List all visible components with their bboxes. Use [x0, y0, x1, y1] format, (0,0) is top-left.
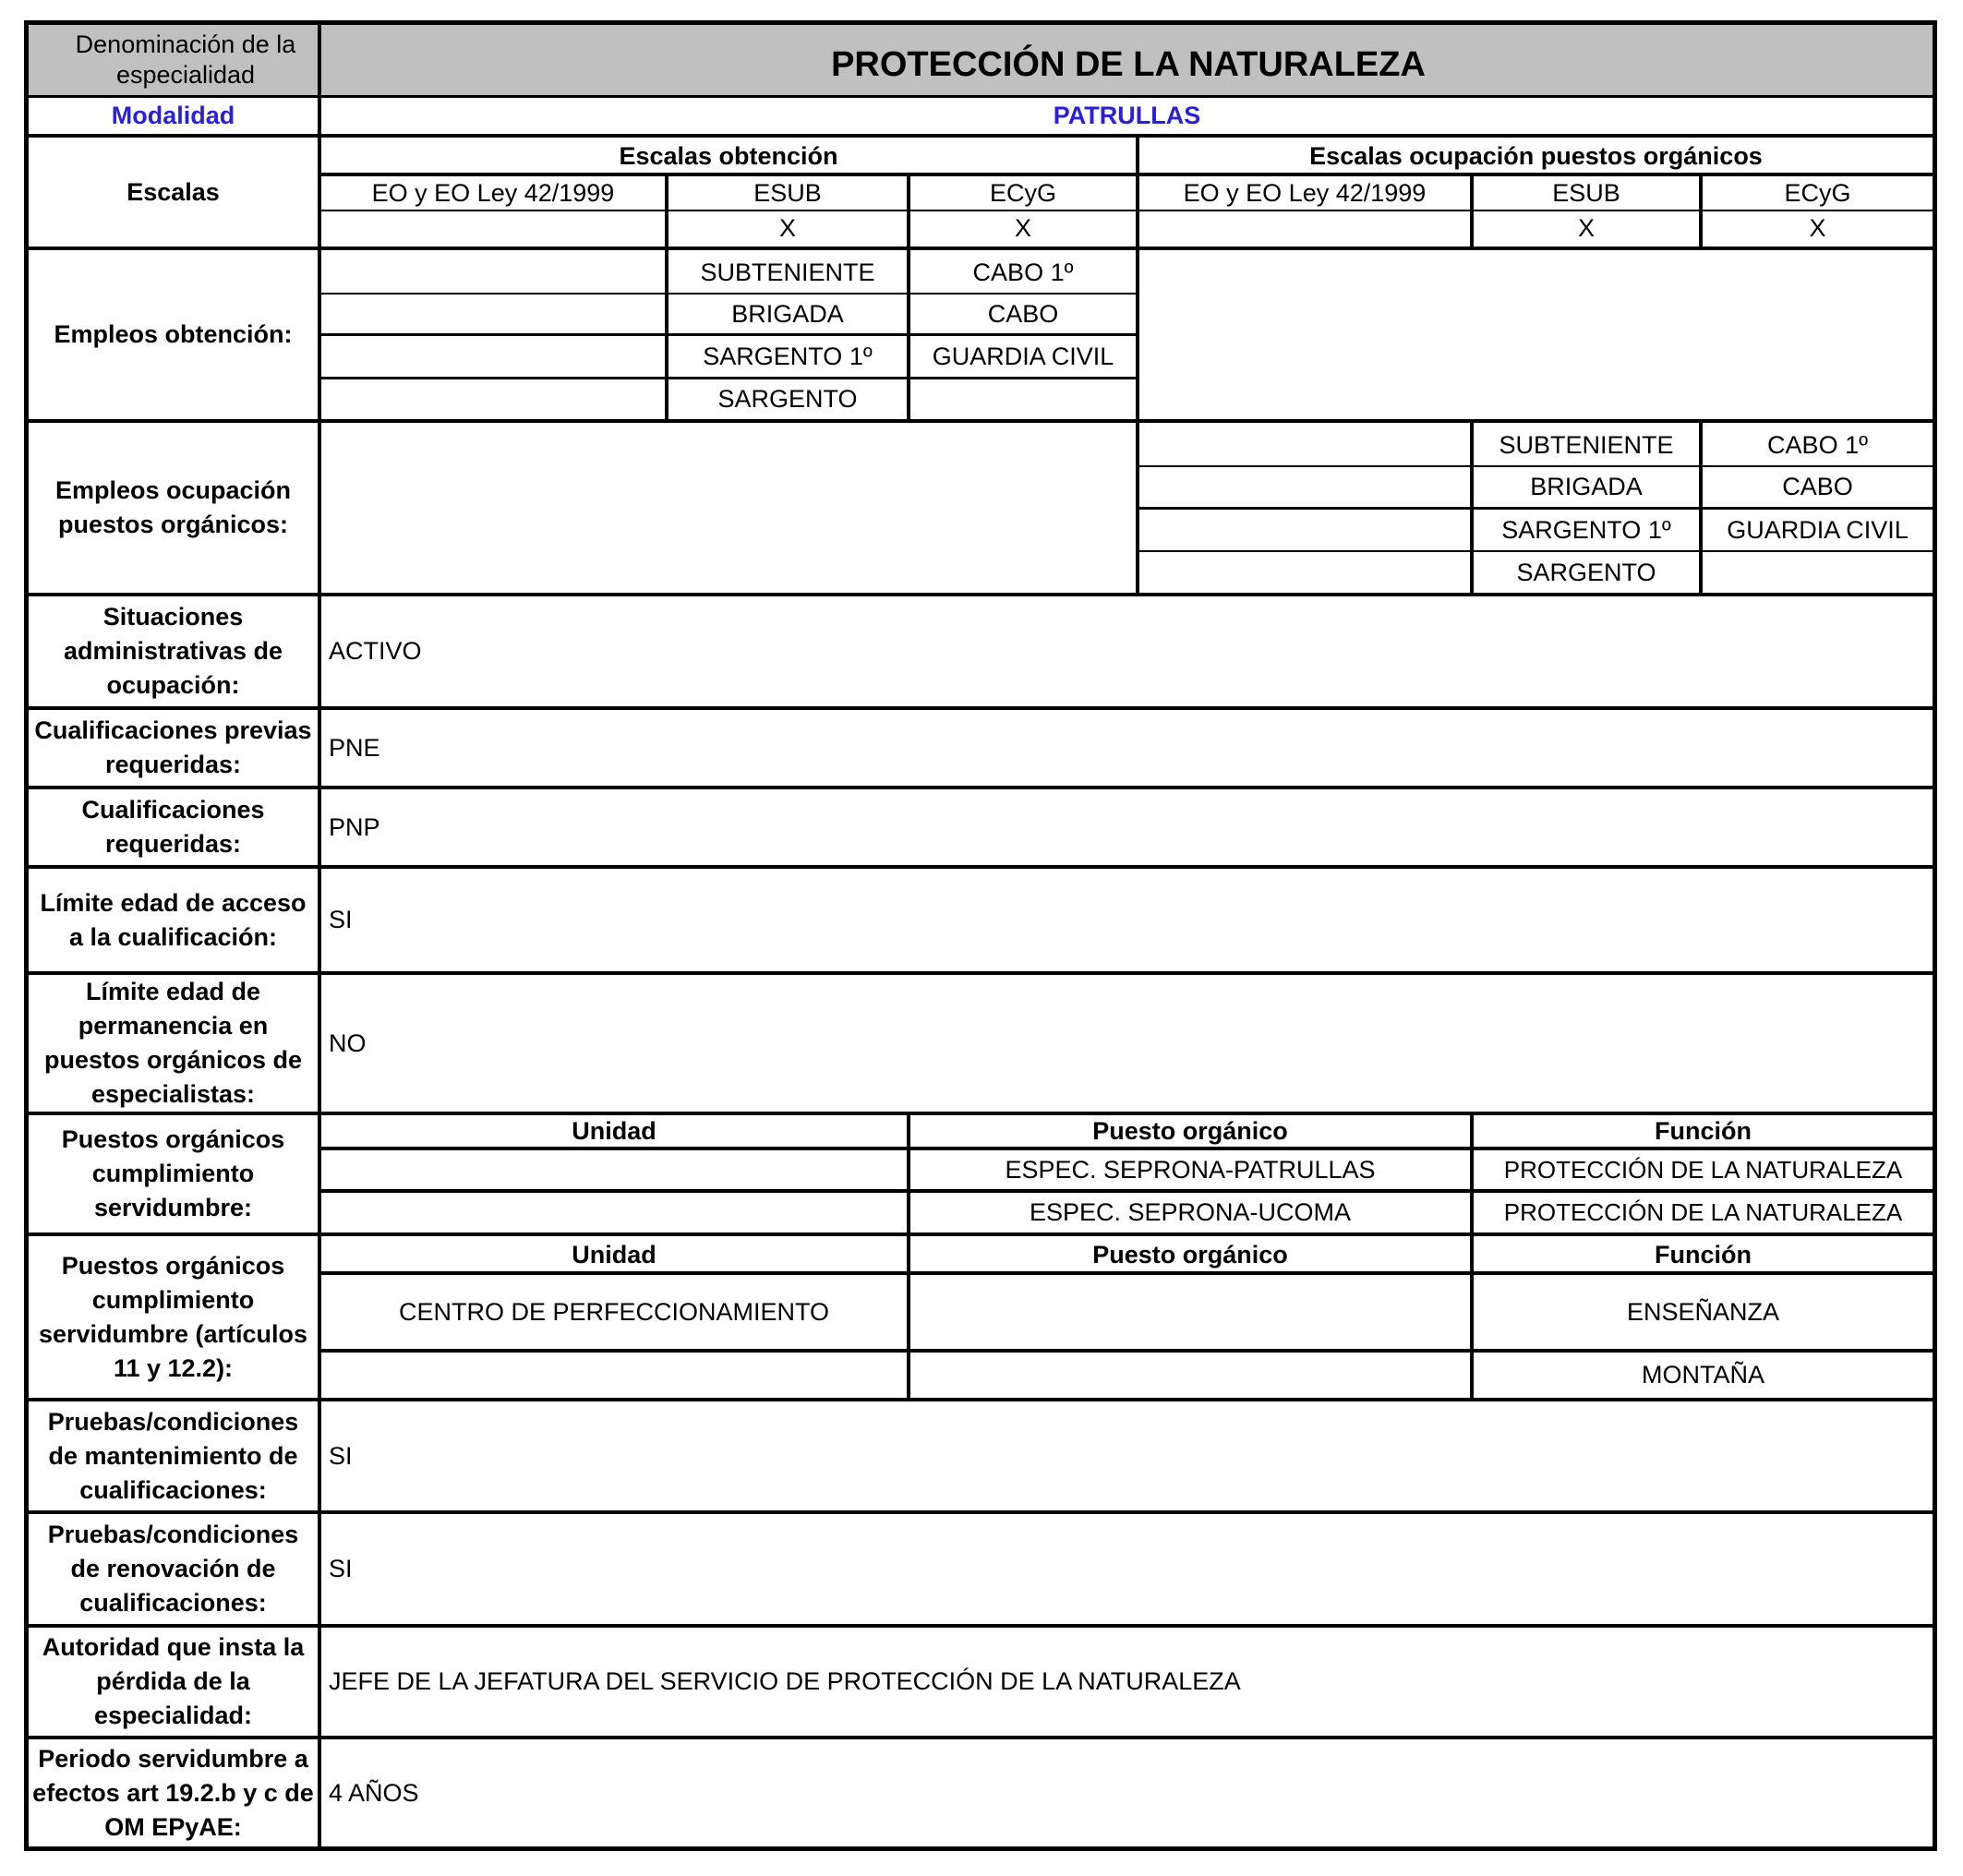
cell-line: [321, 1189, 1933, 1193]
empleo-obtencion-ecyg: [910, 379, 1136, 419]
cell-line: [321, 173, 1933, 176]
empleo-obtencion-esub: SARGENTO: [717, 385, 858, 413]
servidumbre-puesto: ESPEC. SEPRONA-PATRULLAS: [1005, 1155, 1376, 1184]
empleo-ocupacion-ecyg: GUARDIA CIVIL: [1727, 515, 1909, 544]
row-label: Autoridad que insta la pérdida de la especialidad:: [42, 1633, 305, 1729]
empleos-ocupacion-label: Empleos ocupación puestos orgánicos:: [54, 476, 292, 538]
row-label: Cualificaciones previas requeridas:: [34, 716, 312, 778]
row-divider: [29, 971, 1933, 975]
empleo-obtencion-ecyg: CABO 1º: [972, 258, 1074, 286]
empleo-ocupacion-esub: SUBTENIENTE: [1499, 430, 1674, 459]
empleos-obtencion-label: Empleos obtención:: [54, 320, 293, 348]
empleo-obtencion-esub: BRIGADA: [731, 299, 844, 328]
servidumbre-header-funcion: Función: [1655, 1116, 1752, 1145]
row-divider: [29, 1112, 1933, 1115]
row-divider: [29, 706, 1933, 710]
cell-line: [1136, 138, 1139, 247]
cell-line: [321, 210, 1933, 211]
empleo-obtencion-ecyg: CABO: [987, 299, 1059, 328]
servidumbre-art-puesto: [910, 1275, 1470, 1349]
cell-line: [1136, 423, 1139, 593]
row-divider: [29, 134, 1933, 138]
page-title: PROTECCIÓN DE LA NATURALEZA: [831, 44, 1426, 84]
cell-line: [665, 176, 668, 247]
servidumbre-unidad: [321, 1193, 907, 1233]
empleo-obtencion-esub: SUBTENIENTE: [700, 258, 875, 286]
servidumbre-art-header-puesto: Puesto orgánico: [1092, 1240, 1288, 1269]
empleo-ocupacion-esub: SARGENTO: [1516, 558, 1656, 586]
cell-line: [321, 1147, 1933, 1150]
row-label: Límite edad de acceso a la cualificación:: [40, 888, 307, 951]
escala-column-header: ESUB: [1552, 178, 1620, 207]
servidumbre-label: Puestos orgánicos cumplimiento servidumbre:: [61, 1125, 285, 1221]
row-value: ACTIVO: [329, 637, 422, 665]
row-divider: [29, 786, 1933, 789]
cell-line: [1136, 250, 1139, 419]
cell-line: [321, 293, 1136, 295]
cell-line: [1699, 176, 1703, 247]
cell-line: [1139, 465, 1933, 467]
servidumbre-funcion: PROTECCIÓN DE LA NATURALEZA: [1503, 1198, 1903, 1226]
cell-line: [1470, 176, 1474, 247]
empleo-obtencion-esub: SARGENTO 1º: [703, 342, 873, 370]
escala-column-header: ESUB: [753, 178, 822, 207]
row-divider: [29, 1510, 1933, 1514]
row-divider: [29, 1233, 1933, 1236]
row-value: NO: [329, 1028, 367, 1057]
row-value: PNP: [329, 812, 380, 841]
empleo-ocupacion-ecyg: CABO 1º: [1767, 430, 1868, 459]
cell-line: [1470, 1115, 1474, 1233]
row-value: 4 AÑOS: [329, 1778, 419, 1807]
cell-line: [907, 250, 910, 419]
row-value: PNE: [329, 733, 380, 762]
specialty-sheet: [24, 20, 1937, 1851]
servidumbre-art-funcion: ENSEÑANZA: [1626, 1297, 1780, 1326]
servidumbre-art-header-unidad: Unidad: [572, 1240, 656, 1269]
escala-mark: X: [1809, 213, 1826, 242]
modalidad-value: PATRULLAS: [1053, 101, 1201, 129]
row-label: Periodo servidumbre a efectos art 19.2.b y c de OM EPyAE:: [32, 1744, 314, 1841]
escalas-obtencion-title: Escalas obtención: [619, 141, 838, 170]
cell-line: [321, 1349, 1933, 1353]
cell-line: [907, 1236, 910, 1398]
empleo-ocupacion-esub: BRIGADA: [1530, 473, 1643, 500]
row-label: Pruebas/condiciones de renovación de cualificaciones:: [47, 1521, 299, 1617]
modalidad-label: Modalidad: [111, 101, 235, 129]
denominacion-label: Denominación de la especialidad: [75, 30, 296, 89]
escala-mark: X: [778, 213, 796, 242]
escalas-ocupacion-title: Escalas ocupación puestos orgánicos: [1309, 141, 1763, 170]
servidumbre-puesto: ESPEC. SEPRONA-UCOMA: [1029, 1198, 1352, 1226]
escala-mark: X: [1577, 213, 1595, 242]
servidumbre-funcion: PROTECCIÓN DE LA NATURALEZA: [1503, 1155, 1903, 1184]
row-value: SI: [329, 1555, 353, 1582]
escala-mark: [321, 211, 665, 245]
cell-line: [1139, 550, 1933, 552]
cell-line: [1699, 423, 1703, 593]
empleo-ocupacion-ecyg: CABO: [1782, 473, 1853, 500]
servidumbre-art-header-funcion: Función: [1655, 1240, 1752, 1269]
cell-line: [321, 1271, 1933, 1275]
row-value: SI: [329, 906, 353, 933]
row-divider: [29, 1398, 1933, 1401]
servidumbre-art-funcion: MONTAÑA: [1642, 1361, 1764, 1389]
escala-column-header: ECyG: [1784, 178, 1851, 207]
cell-line: [321, 377, 1136, 379]
row-divider: [29, 419, 1933, 423]
cell-line: [1470, 1236, 1474, 1398]
row-divider: [29, 593, 1933, 596]
row-label: Situaciones administrativas de ocupación:: [63, 603, 283, 699]
escalas-label: Escalas: [126, 177, 220, 206]
empleo-obtencion-ecyg: GUARDIA CIVIL: [932, 342, 1114, 370]
cell-line: [907, 1115, 910, 1233]
empleo-ocupacion-esub: SARGENTO 1º: [1501, 515, 1671, 544]
empleo-ocupacion-ecyg: [1703, 552, 1933, 593]
servidumbre-art-unidad: CENTRO DE PERFECCIONAMIENTO: [398, 1297, 830, 1326]
row-value: JEFE DE LA JEFATURA DEL SERVICIO DE PROTECCIÓN DE LA NATURALEZA: [329, 1667, 1241, 1695]
cell-line: [1470, 423, 1474, 593]
servidumbre-header-unidad: Unidad: [572, 1116, 656, 1145]
row-divider: [29, 865, 1933, 869]
cell-line: [321, 333, 1136, 336]
row-label: Límite edad de permanencia en puestos orgánicos de especialistas:: [43, 978, 303, 1108]
row-label: Pruebas/condiciones de mantenimiento de cualificaciones:: [47, 1407, 299, 1504]
label-column-divider: [318, 25, 321, 1846]
row-label: Cualificaciones requeridas:: [81, 796, 265, 858]
escala-mark: [1139, 211, 1470, 245]
escala-column-header: ECyG: [989, 178, 1056, 207]
row-divider: [29, 1736, 1933, 1739]
cell-line: [1139, 507, 1933, 510]
row-divider: [29, 1624, 1933, 1628]
servidumbre-art-label: Puestos orgánicos cumplimiento servidumbre (artículos 11 y 12.2):: [38, 1251, 308, 1382]
row-value: SI: [329, 1441, 353, 1470]
escala-mark: X: [1014, 213, 1031, 242]
servidumbre-header-puesto: Puesto orgánico: [1092, 1116, 1288, 1145]
row-divider: [29, 95, 1933, 98]
cell-line: [665, 250, 668, 419]
escala-column-header: EO y EO Ley 42/1999: [371, 178, 615, 207]
servidumbre-unidad: [321, 1150, 907, 1189]
escala-column-header: EO y EO Ley 42/1999: [1183, 178, 1427, 207]
row-divider: [29, 247, 1933, 250]
cell-line: [907, 176, 910, 247]
